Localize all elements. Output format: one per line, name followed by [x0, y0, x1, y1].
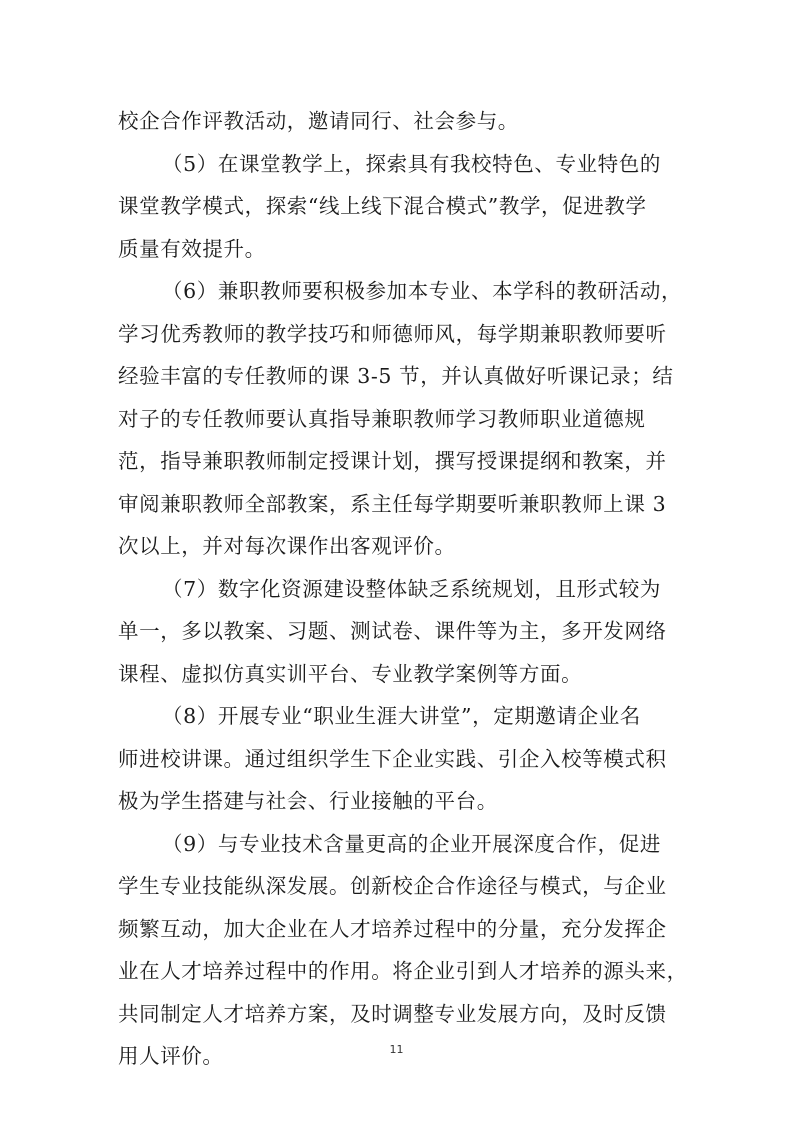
paragraph-6-line: 学习优秀教师的教学技巧和师德师风，每学期兼职教师要听 [118, 321, 667, 346]
paragraph-7-line: 单一，多以教案、习题、测试卷、课件等为主，多开发网络 [118, 619, 667, 643]
paragraph-continuation-line: 校企合作评教活动，邀请同行、社会参与。 [118, 109, 519, 133]
paragraph-6-line: 审阅兼职教师全部教案，系主任每学期要听兼职教师上课 3 [118, 491, 667, 516]
paragraph-9-line: （9）与专业技术含量更高的企业开展深度合作，促进 [162, 831, 661, 856]
paragraph-8-line: 极为学生搭建与社会、行业接触的平台。 [118, 789, 498, 813]
page-number: 11 [389, 1043, 404, 1056]
paragraph-5-line: 质量有效提升。 [118, 236, 266, 261]
paragraph-9-line: 业在人才培养过程中的作用。将企业引到人才培养的源头来， [118, 959, 688, 983]
paragraph-9-line: 学生专业技能纵深发展。创新校企合作途径与模式，与企业 [118, 874, 667, 898]
paragraph-9-line: 频繁互动，加大企业在人才培养过程中的分量，充分发挥企 [118, 916, 667, 941]
paragraph-6-line: 范，指导兼职教师制定授课计划，撰写授课提纲和教案，并 [118, 449, 667, 473]
paragraph-6-line: 对子的专任教师要认真指导兼职教师学习教师职业道德规 [118, 406, 646, 431]
paragraph-5-line: （5）在课堂教学上，探索具有我校特色、专业特色的 [162, 151, 661, 176]
paragraph-9-line: 共同制定人才培养方案，及时调整专业发展方向，及时反馈 [118, 1001, 667, 1026]
paragraph-6-line: 次以上，并对每次课作出客观评价。 [118, 534, 456, 558]
body-text [118, 100, 688, 1078]
paragraph-8-line: （8）开展专业“职业生涯大讲堂”，定期邀请企业名 [162, 704, 641, 728]
paragraph-8-line: 师进校讲课。通过组织学生下企业实践、引企入校等模式积 [118, 746, 667, 771]
paragraph-6-line: 经验丰富的专任教师的课 3-5 节，并认真做好听课记录；结 [118, 364, 674, 388]
paragraph-6-line: （6）兼职教师要积极参加本专业、本学科的教研活动， [162, 279, 683, 303]
paragraph-7-line: （7）数字化资源建设整体缺乏系统规划，且形式较为 [162, 576, 661, 601]
paragraph-7-line: 课程、虚拟仿真实训平台、专业教学案例等方面。 [118, 661, 583, 686]
paragraph-5-line: 课堂教学模式，探索“线上线下混合模式”教学，促进教学 [118, 194, 647, 218]
paragraph-9-line: 用人评价。 [118, 1044, 224, 1068]
